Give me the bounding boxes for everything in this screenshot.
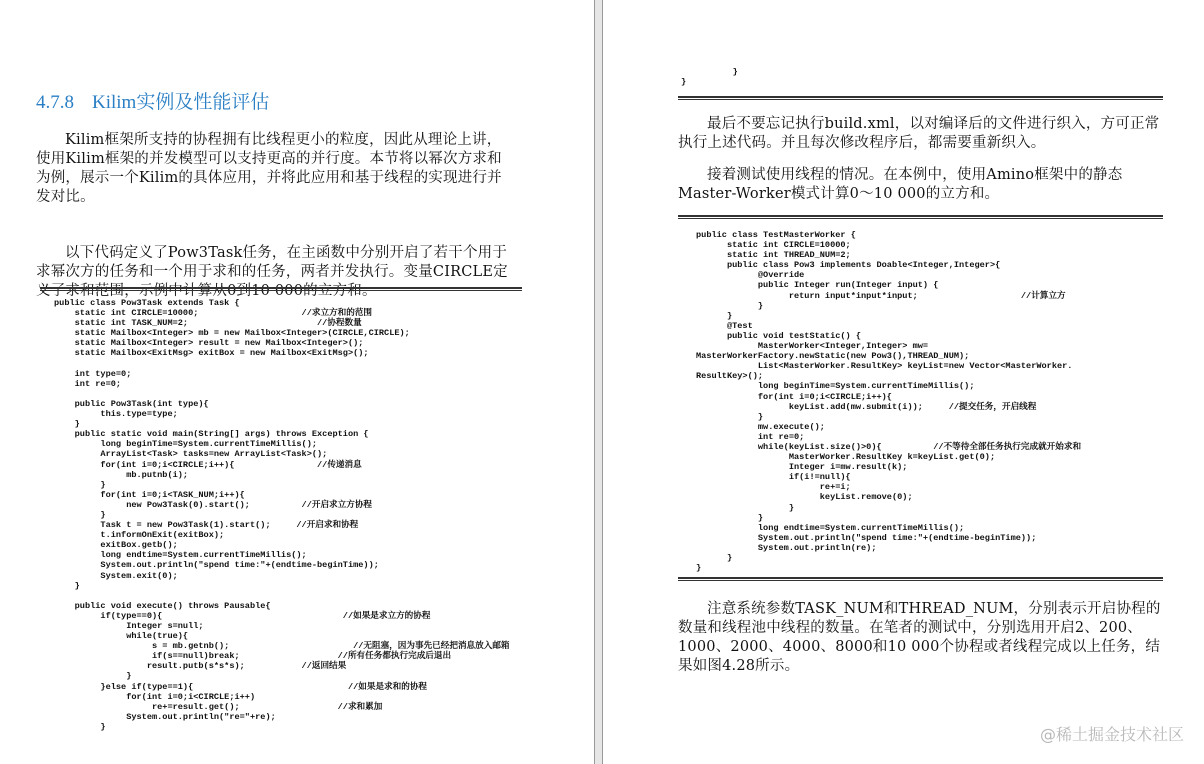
section-number: 4.7.8 bbox=[36, 92, 74, 113]
parameters-paragraph: 注意系统参数TASK_NUM和THREAD_NUM，分别表示开启协程的数量和线程池中线程的数量。在笔者的测试中，分别选用开启2、200、1000、2000、4000、8000和10 000个协程或者线程完成以上任务，结果如图4.28所示。 bbox=[678, 601, 1161, 674]
section-heading bbox=[36, 87, 269, 114]
code-tail: } } bbox=[681, 67, 738, 88]
section-title: Kilim实例及性能评估 bbox=[92, 92, 270, 113]
code-bottom-rule bbox=[678, 577, 1163, 581]
thread-test-paragraph: 接着测试使用线程的情况。在本例中，使用Amino框架中的静态Master-Worker模式计算0～10 000的立方和。 bbox=[678, 167, 1123, 202]
code-intro-paragraph: 以下代码定义了Pow3Task任务，在主函数中分别开启了若干个用于求幂次方的任务和一个用于求和的任务，两者并发执行。变量CIRCLE定义了求和范围，示例中计算从0到10 000的立方和。 bbox=[36, 245, 508, 299]
pow3task-code-block: public class Pow3Task extends Task { static int CIRCLE=10000; //求立方和的范围 static int TASK_NUM=2; //协程数量 static Mailbox<Integer> mb = new Mailbox<Integer>(CIRCLE,CIRCLE); static Mailbox<Integer> result = new Mailbox<Integer>(); static Mailbox<ExitMsg> exitBox = new Mailbox<ExitMsg>(); int type=0; int re=0; public Pow3Task(int type){ this.type=type; } public static void main(String[] args) throws Exception { long beginTime=System.currentTimeMillis(); ArrayList<Task> tasks=new ArrayList<Task>(); for(int i=0;i<CIRCLE;i++){ //传递消息 mb.putnb(i); } for(int i=0;i<TASK_NUM;i++){ new Pow3Task(0).start(); //开启求立方协程 } Task t = new Pow3Task(1).start(); //开启求和协程 t.informOnExit(exitBox); exitBox.getb(); long endtime=System.currentTimeMillis(); System.out.println("spend time:"+(endtime-beginTime)); System.exit(0); } public void execute() throws Pausable{ if(type==0){ //如果是求立方的协程 Integer s=null; while(true){ s = mb.getnb(); //无阻塞，因为事先已经把消息放入邮箱 if(s==null)break; //所有任务都执行完成后退出 result.putb(s*s*s); //返回结果 } }else if(type==1){ //如果是求和的协程 for(int i=0;i<CIRCLE;i++) re+=result.get(); //求和累加 System.out.println("re="+re); } bbox=[54, 298, 510, 732]
page-gutter bbox=[594, 0, 603, 764]
code-top-rule bbox=[678, 215, 1163, 219]
intro-paragraph: Kilim框架所支持的协程拥有比线程更小的粒度，因此从理论上讲，使用Kilim框架的并发模型可以支持更高的并行度。本节将以幂次方求和为例，展示一个Kilim的具体应用，并将此应用和基于线程的实现进行并发对比。 bbox=[36, 132, 502, 205]
right-page bbox=[603, 0, 1204, 764]
left-page bbox=[0, 0, 594, 764]
build-paragraph: 最后不要忘记执行build.xml，以对编译后的文件进行织入，方可正常执行上述代码。并且每次修改程序后，都需要重新织入。 bbox=[678, 116, 1160, 151]
watermark: @稀土掘金技术社区 bbox=[1039, 725, 1184, 744]
code-top-rule bbox=[40, 287, 522, 291]
code-bottom-rule bbox=[678, 96, 1163, 100]
testmasterworker-code-block: public class TestMasterWorker { static int CIRCLE=10000; static int THREAD_NUM=2; public class Pow3 implements Doable<Integer,Integer>{ @Override public Integer run(Integer input) { return input*input*input; //计算立方 } } @Test public void testStatic() { MasterWorker<Integer,Integer> mw= MasterWorkerFactory.newStatic(new Pow3(),THREAD_NUM); List<MasterWorker.ResultKey> keyList=new Vector<MasterWorker. ResultKey>(); long beginTime=System.currentTimeMillis(); for(int i=0;i<CIRCLE;i++){ keyList.add(mw.submit(i)); //提交任务，开启线程 } mw.execute(); int re=0; while(keyList.size()>0){ //不等待全部任务执行完成就开始求和 MasterWorker.ResultKey k=keyList.get(0); Integer i=mw.result(k); if(i!=null){ re+=i; keyList.remove(0); } } long endtime=System.currentTimeMillis(); System.out.println("spend time:"+(endtime-beginTime)); System.out.println(re); } } bbox=[696, 230, 1082, 574]
